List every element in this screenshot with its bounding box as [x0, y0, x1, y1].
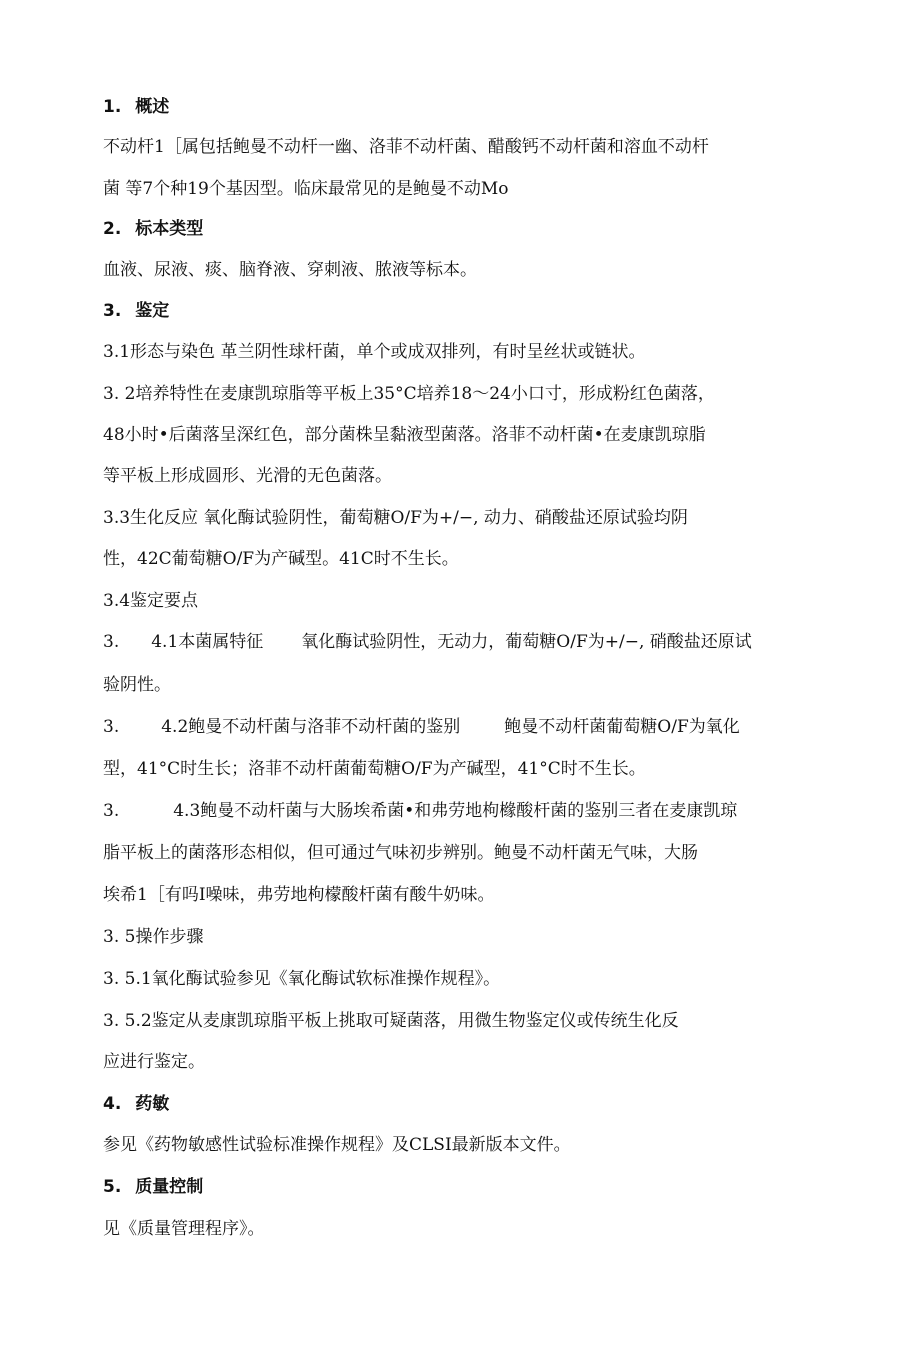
paragraph-biochem-line: 性，42C葡萄糖O/F为产碱型。41C时不生长。 — [103, 549, 459, 569]
heading-text: 标本类型 — [135, 219, 204, 239]
paragraph-line: 见《质量管理程序》。 — [103, 1219, 265, 1239]
paragraph-oxidase-test: 3. 5.1氧化酶试验参见《氧化酶试软标准操作规程》。 — [103, 969, 501, 989]
subheading-key-points: 3.4鉴定要点 — [103, 591, 199, 611]
paragraph-differentiation-a — [103, 716, 740, 738]
item-number: 3. — [103, 717, 120, 737]
section-heading-overview — [103, 96, 169, 118]
paragraph-genus-features — [103, 631, 752, 653]
paragraph-line: 验阴性。 — [103, 675, 171, 695]
item-lead: 4.1本菌属特征 — [151, 632, 264, 652]
heading-number: 3. — [103, 301, 122, 321]
section-heading-specimen-types — [103, 218, 203, 240]
paragraph-identification-line: 3. 5.2鉴定从麦康凯琼脂平板上挑取可疑菌落，用微生物鉴定仪或传统生化反 — [103, 1011, 679, 1031]
paragraph-line: 不动杆1［属包括鲍曼不动杆一幽、洛菲不动杆菌、醋酸钙不动杆菌和溶血不动杆 — [103, 137, 709, 157]
paragraph-line: 型，41°C时生长；洛菲不动杆菌葡萄糖O/F为产碱型，41°C时不生长。 — [103, 759, 646, 779]
item-text: 鲍曼不动杆菌葡萄糖O/F为氧化 — [504, 717, 740, 737]
heading-text: 鉴定 — [135, 301, 170, 321]
item-number: 3. — [103, 632, 120, 652]
section-heading-susceptibility — [103, 1093, 169, 1115]
heading-number: 5. — [103, 1177, 122, 1197]
item-text: 氧化酶试验阴性，无动力，葡萄糖O/F为+/−, 硝酸盐还原试 — [301, 632, 752, 652]
item-number: 3. — [103, 801, 120, 821]
paragraph-morphology: 3.1形态与染色 革兰阴性球杆菌，单个或成双排列，有时呈丝状或链状。 — [103, 342, 646, 362]
section-heading-identification — [103, 300, 169, 322]
paragraph-line: 血液、尿液、痰、脑脊液、穿刺液、脓液等标本。 — [103, 260, 477, 280]
heading-text: 概述 — [135, 97, 170, 117]
paragraph-biochem-line: 3.3生化反应 氧化酶试验阴性，葡萄糖O/F为+/−, 动力、硝酸盐还原试验均阴 — [103, 508, 688, 528]
paragraph-line: 参见《药物敏感性试验标准操作规程》及CLSI最新版本文件。 — [103, 1135, 571, 1155]
heading-number: 4. — [103, 1094, 122, 1114]
paragraph-culture-line: 3. 2培养特性在麦康凯琼脂等平板上35°C培养18〜24小口寸，形成粉红色菌落， — [103, 384, 715, 404]
paragraph-culture-line: 等平板上形成圆形、光滑的无色菌落。 — [103, 466, 392, 486]
paragraph-line: 菌 等7个种19个基因型。临床最常见的是鲍曼不动Mo — [103, 179, 509, 199]
paragraph-identification-line: 应进行鉴定。 — [103, 1052, 205, 1072]
item-lead: 4.3鲍曼不动杆菌与大肠埃希菌•和弗劳地枸橼酸杆菌的鉴别三者在麦康凯琼 — [173, 801, 738, 821]
paragraph-line: 埃希1［有吗I噪味，弗劳地枸檬酸杆菌有酸牛奶味。 — [103, 885, 495, 905]
item-lead: 4.2鲍曼不动杆菌与洛菲不动杆菌的鉴别 — [161, 717, 461, 737]
subheading-procedure: 3. 5操作步骤 — [103, 927, 204, 947]
heading-text: 药敏 — [135, 1094, 170, 1114]
heading-number: 2. — [103, 219, 122, 239]
paragraph-line: 脂平板上的菌落形态相似，但可通过气味初步辨别。鲍曼不动杆菌无气味，大肠 — [103, 843, 698, 863]
section-heading-quality-control — [103, 1176, 203, 1198]
heading-number: 1. — [103, 97, 122, 117]
paragraph-culture-line: 48小时•后菌落呈深红色，部分菌株呈黏液型菌落。洛菲不动杆菌•在麦康凯琼脂 — [103, 425, 706, 445]
heading-text: 质量控制 — [135, 1177, 204, 1197]
paragraph-differentiation-b — [103, 800, 737, 822]
